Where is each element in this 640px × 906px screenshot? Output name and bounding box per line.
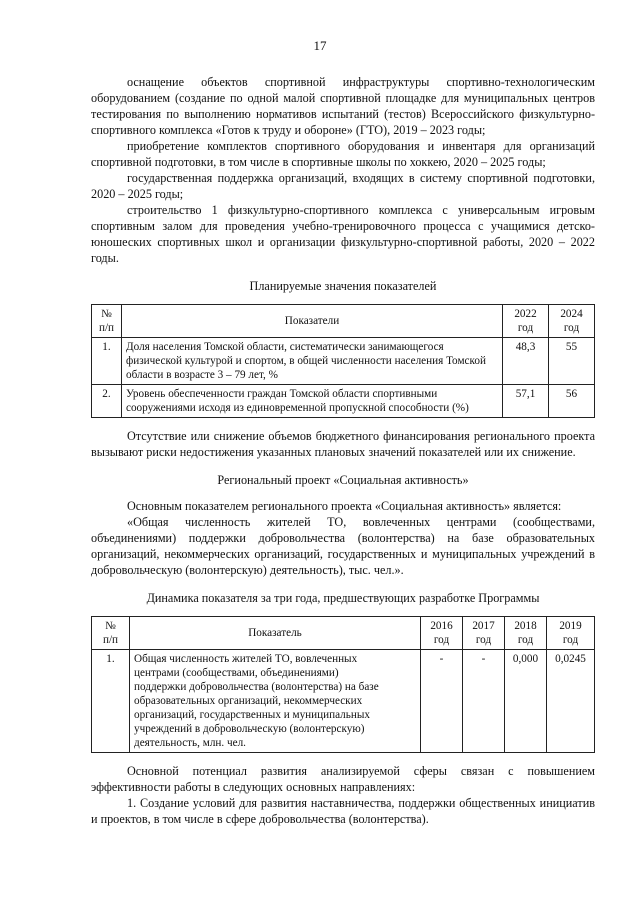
table-row <box>92 650 595 753</box>
social-paragraph-2: «Общая численность жителей ТО, вовлеченных центрами (сообществами, объединениями) поддержки добровольчества (волонтерства) на базе образовательных организаций, некоммерческих организаций, государственных и муниципальных учреждений в добровольческую (волонтерскую) деятельность), тыс. чел.». <box>91 515 595 577</box>
header-year-2016: 2016 год <box>421 617 463 650</box>
section-title: Региональный проект «Социальная активность» <box>217 473 469 487</box>
intro-paragraph-1: оснащение объектов спортивной инфраструктуры спортивно-технологическим оборудованием (создание по одной малой спортивной площадке для муниципальных центров тестирования по выполнению нормативов испытаний (тестов) Всероссийского физкультурно-спортивного комплекса «Готов к труду и обороне» (ГТО), 2019 – 2023 годы; <box>91 75 595 137</box>
table-header-row <box>92 305 595 338</box>
row-value-2022: 57,1 <box>503 385 549 418</box>
row-value-2016: - <box>421 650 463 753</box>
header-year-2019: 2019 год <box>547 617 595 650</box>
social-paragraph-1: Основным показателем регионального проекта «Социальная активность» является: <box>127 499 562 513</box>
row-value-2019: 0,0245 <box>547 650 595 753</box>
indicators-table <box>91 304 595 418</box>
intro-paragraph-4: строительство 1 физкультурно-спортивного комплекса с универсальным игровым спортивным залом для проведения учебно-тренировочного процесса с учащимися детско-юношеских спортивных школ и организации физкультурно-спортивной работы, 2020 – 2022 годы. <box>91 203 595 265</box>
document-body <box>91 74 595 827</box>
closing-paragraph-1: Основной потенциал развития анализируемой сферы связан с повышением эффективности работы в следующих основных направлениях: <box>91 764 595 794</box>
table-row <box>92 338 595 385</box>
header-year-2024: 2024 год <box>549 305 595 338</box>
header-num: № п/п <box>92 305 122 338</box>
row-value-2017: - <box>463 650 505 753</box>
risk-paragraph: Отсутствие или снижение объемов бюджетного финансирования регионального проекта вызывают риски недостижения указанных плановых значений показателей или их снижение. <box>91 429 595 459</box>
row-indicator: Уровень обеспеченности граждан Томской области спортивными сооружениями исходя из единовременной пропускной способности (%) <box>122 385 503 418</box>
table-header-row <box>92 617 595 650</box>
row-num: 2. <box>92 385 122 418</box>
header-indicator: Показатели <box>122 305 503 338</box>
row-value-2022: 48,3 <box>503 338 549 385</box>
row-value-2018: 0,000 <box>505 650 547 753</box>
page-number: 17 <box>313 38 327 53</box>
header-num: № п/п <box>92 617 130 650</box>
row-value-2024: 56 <box>549 385 595 418</box>
header-year-2017: 2017 год <box>463 617 505 650</box>
header-year-2022: 2022 год <box>503 305 549 338</box>
header-year-2018: 2018 год <box>505 617 547 650</box>
row-value-2024: 55 <box>549 338 595 385</box>
table2-title: Динамика показателя за три года, предшествующих разработке Программы <box>146 591 540 605</box>
closing-paragraph-2: 1. Создание условий для развития наставничества, поддержки общественных инициатив и проектов, в том числе в сфере добровольчества (волонтерства). <box>91 796 595 826</box>
row-indicator: Доля населения Томской области, систематически занимающегося физической культурой и спортом, в общей численности населения Томской области в возрасте 3 – 79 лет, % <box>122 338 503 385</box>
table1-title: Планируемые значения показателей <box>249 279 437 293</box>
intro-paragraph-3: государственная поддержка организаций, входящих в систему спортивной подготовки, 2020 – 2025 годы; <box>91 171 595 201</box>
row-num: 1. <box>92 650 130 753</box>
row-num: 1. <box>92 338 122 385</box>
table-row <box>92 385 595 418</box>
header-indicator: Показатель <box>130 617 421 650</box>
row-indicator: Общая численность жителей ТО, вовлеченных центрами (сообществами, объединениями) поддержки добровольчества (волонтерства) на базе образовательных организаций, некоммерческих организаций, государственных и муниципальных учреждений в добровольческую (волонтерскую) деятельность, млн. чел. <box>130 650 421 753</box>
dynamics-table <box>91 616 595 753</box>
intro-paragraph-2: приобретение комплектов спортивного оборудования и инвентаря для организаций спортивной подготовки, в том числе в спортивные школы по хоккею, 2020 – 2025 годы; <box>91 139 595 169</box>
